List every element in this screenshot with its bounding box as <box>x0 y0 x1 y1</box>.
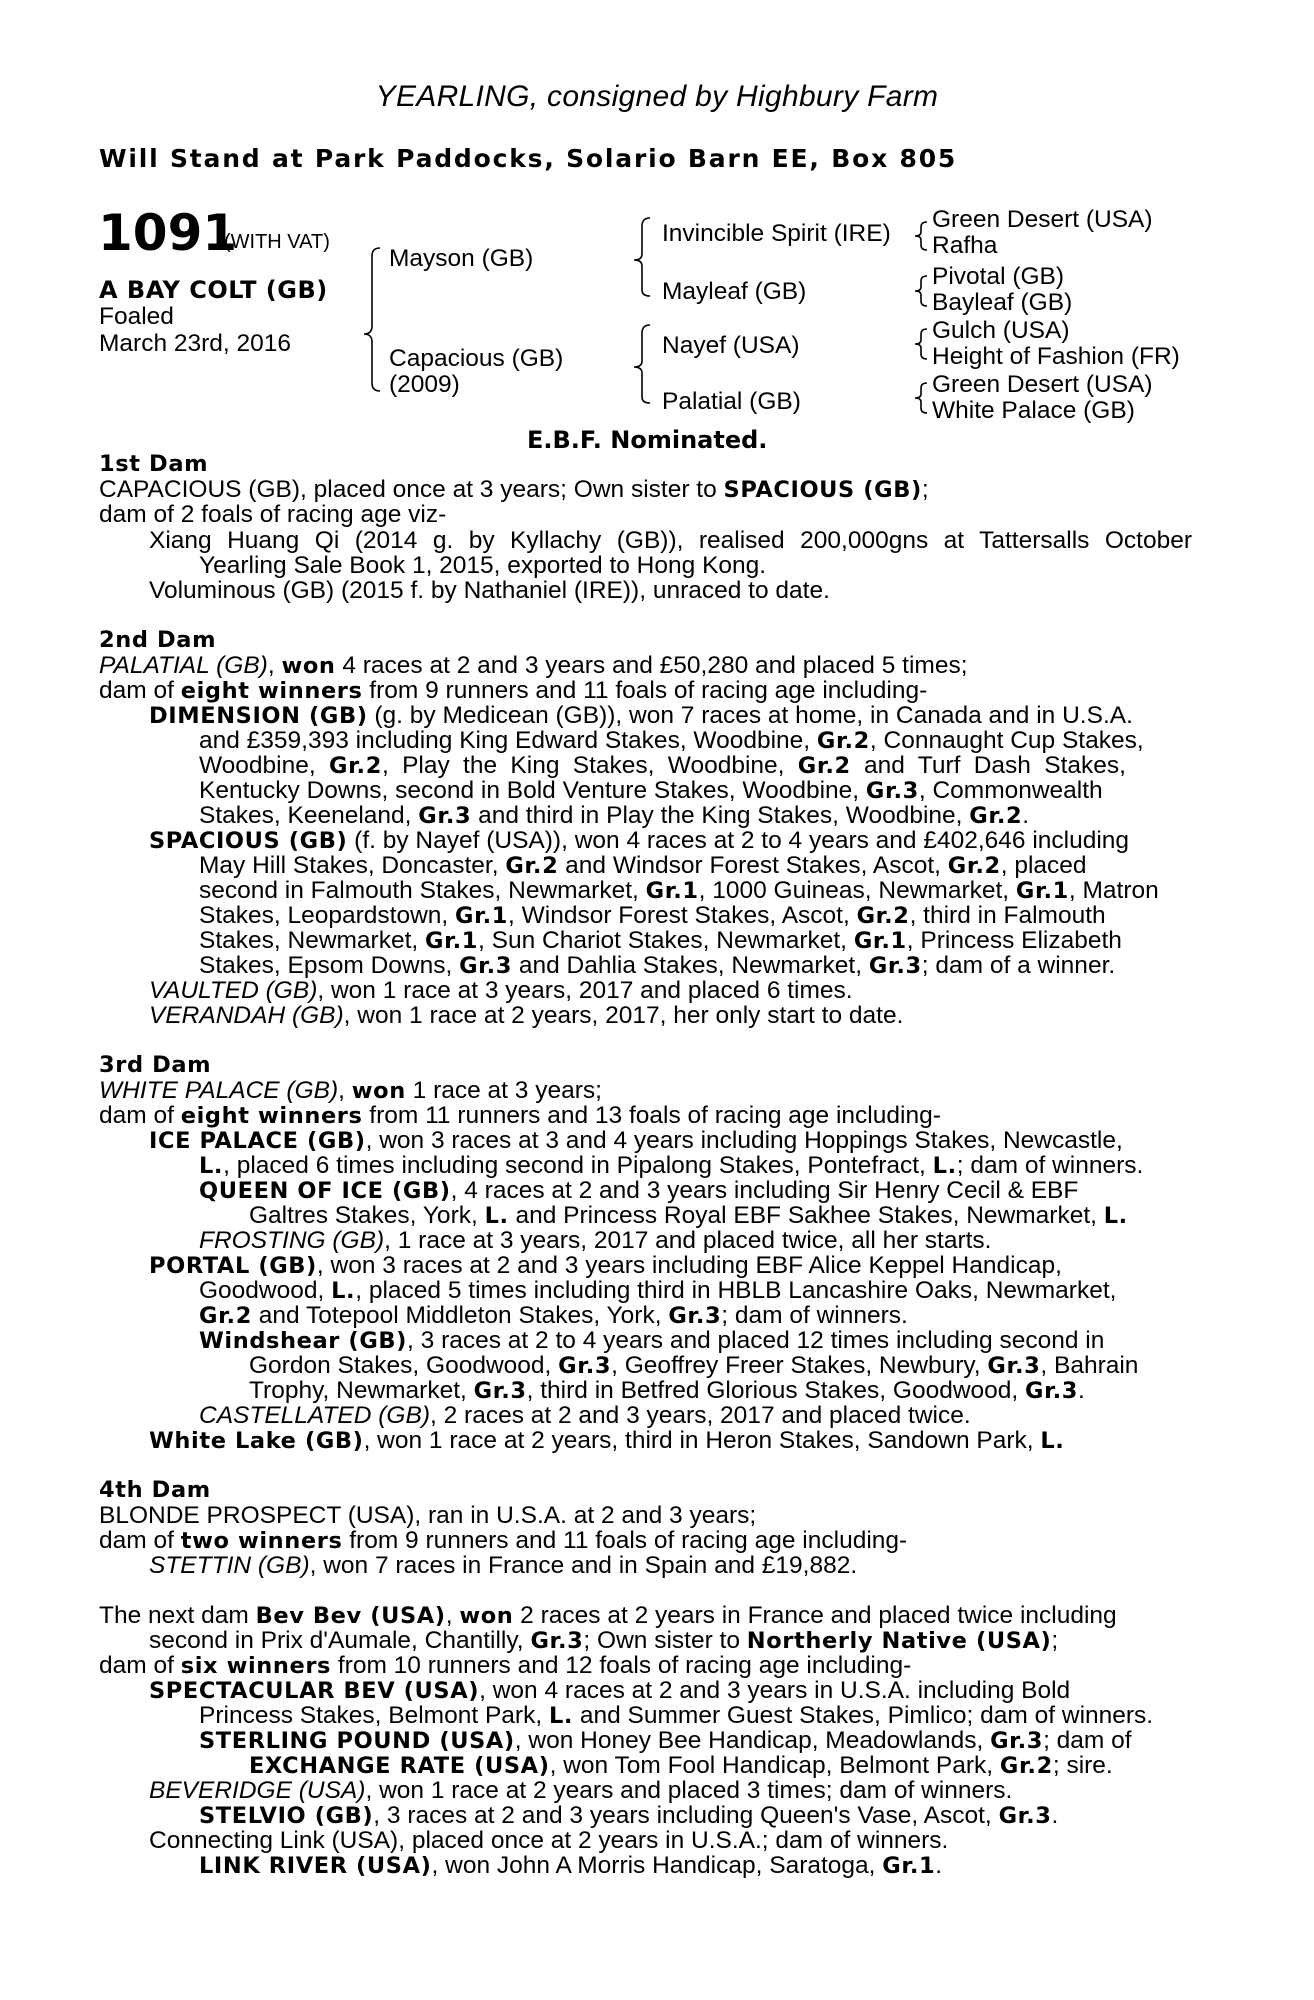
third-dam-line: Goodwood, L., placed 5 times including third in HBLB Lancashire Oaks, Newmarket, <box>199 1277 1117 1304</box>
pedigree-dam-sire: Nayef (USA) <box>662 332 800 359</box>
second-dam-line: dam of eight winners from 9 runners and 11 foals of racing age including- <box>99 677 928 704</box>
pedigree-ds-dam: Height of Fashion (FR) <box>932 343 1180 370</box>
second-dam-heading: 2nd Dam <box>99 627 217 653</box>
pedigree-ss-sire: Green Desert (USA) <box>932 206 1153 233</box>
pedigree-ss-dam: Rafha <box>932 232 998 259</box>
pedigree-dam-year: (2009) <box>389 371 460 398</box>
next-dam-line: dam of six winners from 10 runners and 12 foals of racing age including- <box>99 1652 912 1679</box>
fourth-dam-line: BLONDE PROSPECT (USA), ran in U.S.A. at 2 and 3 years; <box>99 1502 757 1529</box>
second-dam-line: Kentucky Downs, second in Bold Venture Stakes, Woodbine, Gr.3, Commonwealth <box>199 777 1103 804</box>
brace-dd <box>915 383 927 413</box>
page-title: YEARLING, consigned by Highbury Farm <box>375 80 939 113</box>
brace-ss <box>915 222 927 250</box>
next-dam-line: second in Prix d'Aumale, Chantilly, Gr.3; Own sister to Northerly Native (USA); <box>149 1627 1059 1654</box>
third-dam-line: Windshear (GB), 3 races at 2 to 4 years and placed 12 times including second in <box>199 1327 1105 1354</box>
third-dam-line: PORTAL (GB), won 3 races at 2 and 3 years including EBF Alice Keppel Handicap, <box>149 1252 1062 1279</box>
pedigree-sire: Mayson (GB) <box>389 245 534 272</box>
lot-description: A BAY COLT (GB) <box>99 276 328 304</box>
second-dam-line: Stakes, Newmarket, Gr.1, Sun Chariot Stakes, Newmarket, Gr.1, Princess Elizabeth <box>199 927 1122 954</box>
brace-ds <box>915 329 927 359</box>
pedigree-sd-sire: Pivotal (GB) <box>932 263 1065 290</box>
third-dam-line: CASTELLATED (GB), 2 races at 2 and 3 years, 2017 and placed twice. <box>199 1402 971 1429</box>
foaled-label: Foaled <box>99 303 174 330</box>
third-dam-line: White Lake (GB), won 1 race at 2 years, third in Heron Stakes, Sandown Park, L. <box>149 1427 1065 1454</box>
first-dam-heading: 1st Dam <box>99 451 209 477</box>
third-dam-line: FROSTING (GB), 1 race at 3 years, 2017 and placed twice, all her starts. <box>199 1227 992 1254</box>
pedigree-ds-sire: Gulch (USA) <box>932 317 1070 344</box>
third-dam-line: QUEEN OF ICE (GB), 4 races at 2 and 3 years including Sir Henry Cecil & EBF <box>199 1177 1079 1204</box>
lot-number: 1091 <box>98 204 238 262</box>
second-dam-line: May Hill Stakes, Doncaster, Gr.2 and Windsor Forest Stakes, Ascot, Gr.2, placed <box>199 852 1087 879</box>
second-dam-line: VERANDAH (GB), won 1 race at 2 years, 2017, her only start to date. <box>149 1002 904 1029</box>
next-dam-line: STELVIO (GB), 3 races at 2 and 3 years including Queen's Vase, Ascot, Gr.3. <box>199 1802 1059 1829</box>
second-dam-line: PALATIAL (GB), won 4 races at 2 and 3 years and £50,280 and placed 5 times; <box>99 652 968 679</box>
second-dam-line: SPACIOUS (GB) (f. by Nayef (USA)), won 4 races at 2 to 4 years and £402,646 including <box>149 827 1130 854</box>
second-dam-line: Stakes, Epsom Downs, Gr.3 and Dahlia Stakes, Newmarket, Gr.3; dam of a winner. <box>199 952 1116 979</box>
fourth-dam-heading: 4th Dam <box>99 1477 211 1503</box>
next-dam-line: BEVERIDGE (USA), won 1 race at 2 years and placed 3 times; dam of winners. <box>149 1777 1013 1804</box>
first-dam-line: Voluminous (GB) (2015 f. by Nathaniel (IRE)), unraced to date. <box>149 577 830 604</box>
vat-label: (WITH VAT) <box>224 231 330 253</box>
third-dam-line: Galtres Stakes, York, L. and Princess Royal EBF Sakhee Stakes, Newmarket, L. <box>249 1202 1128 1229</box>
pedigree-dam: Capacious (GB) <box>389 345 564 372</box>
second-dam-line: second in Falmouth Stakes, Newmarket, Gr.1, 1000 Guineas, Newmarket, Gr.1, Matron <box>199 877 1159 904</box>
foaled-date: March 23rd, 2016 <box>99 330 292 357</box>
pedigree-dd-dam: White Palace (GB) <box>932 397 1135 424</box>
dam-brace <box>634 325 650 403</box>
next-dam-line: Princess Stakes, Belmont Park, L. and Summer Guest Stakes, Pimlico; dam of winners. <box>199 1702 1154 1729</box>
third-dam-line: Gordon Stakes, Goodwood, Gr.3, Geoffrey Freer Stakes, Newbury, Gr.3, Bahrain <box>249 1352 1139 1379</box>
second-dam-line: Woodbine, Gr.2, Play the King Stakes, Woodbine, Gr.2 and Turf Dash Stakes, <box>199 752 1126 779</box>
next-dam-line: STERLING POUND (USA), won Honey Bee Handicap, Meadowlands, Gr.3; dam of <box>199 1727 1132 1754</box>
sire-brace <box>634 218 650 296</box>
third-dam-heading: 3rd Dam <box>99 1052 212 1078</box>
second-dam-line: and £359,393 including King Edward Stakes, Woodbine, Gr.2, Connaught Cup Stakes, <box>199 727 1144 754</box>
third-dam-line: Trophy, Newmarket, Gr.3, third in Betfred Glorious Stakes, Goodwood, Gr.3. <box>249 1377 1085 1404</box>
second-dam-line: VAULTED (GB), won 1 race at 3 years, 2017 and placed 6 times. <box>149 977 853 1004</box>
third-dam-line: L., placed 6 times including second in Pipalong Stakes, Pontefract, L.; dam of winners. <box>199 1152 1144 1179</box>
pedigree-dd-sire: Green Desert (USA) <box>932 371 1153 398</box>
fourth-dam-line: dam of two winners from 9 runners and 11 foals of racing age including- <box>99 1527 908 1554</box>
second-dam-line: Stakes, Leopardstown, Gr.1, Windsor Forest Stakes, Ascot, Gr.2, third in Falmouth <box>199 902 1106 929</box>
pedigree-dam-dam: Palatial (GB) <box>662 388 801 415</box>
second-dam-line: DIMENSION (GB) (g. by Medicean (GB)), won 7 races at home, in Canada and in U.S.A. <box>149 702 1133 729</box>
fourth-dam-line: STETTIN (GB), won 7 races in France and in Spain and £19,882. <box>149 1552 858 1579</box>
third-dam-line: Gr.2 and Totepool Middleton Stakes, York, Gr.3; dam of winners. <box>199 1302 908 1329</box>
stand-location: Will Stand at Park Paddocks, Solario Barn EE, Box 805 <box>99 144 958 173</box>
first-dam-line: Xiang Huang Qi (2014 g. by Kyllachy (GB)), realised 200,000gns at Tattersalls October <box>149 527 1192 554</box>
third-dam-line: WHITE PALACE (GB), won 1 race at 3 years; <box>99 1077 602 1104</box>
first-dam-line: dam of 2 foals of racing age viz- <box>99 501 447 528</box>
next-dam-line: Connecting Link (USA), placed once at 2 years in U.S.A.; dam of winners. <box>149 1827 949 1854</box>
pedigree-sd-dam: Bayleaf (GB) <box>932 289 1073 316</box>
first-dam-line: Yearling Sale Book 1, 2015, exported to Hong Kong. <box>199 552 767 579</box>
next-dam-line: EXCHANGE RATE (USA), won Tom Fool Handicap, Belmont Park, Gr.2; sire. <box>249 1752 1113 1779</box>
brace-sd <box>915 276 927 306</box>
third-dam-line: dam of eight winners from 11 runners and 13 foals of racing age including- <box>99 1102 941 1129</box>
pedigree-sire-dam: Mayleaf (GB) <box>662 278 807 305</box>
next-dam-line: LINK RIVER (USA), won John A Morris Handicap, Saratoga, Gr.1. <box>199 1852 943 1879</box>
next-dam-line: The next dam Bev Bev (USA), won 2 races at 2 years in France and placed twice including <box>99 1602 1117 1629</box>
second-dam-line: Stakes, Keeneland, Gr.3 and third in Play the King Stakes, Woodbine, Gr.2. <box>199 802 1030 829</box>
next-dam-line: SPECTACULAR BEV (USA), won 4 races at 2 and 3 years in U.S.A. including Bold <box>149 1677 1071 1704</box>
third-dam-line: ICE PALACE (GB), won 3 races at 3 and 4 years including Hoppings Stakes, Newcastle, <box>149 1127 1123 1154</box>
ebf-nominated: E.B.F. Nominated. <box>527 426 768 454</box>
main-brace <box>364 248 380 391</box>
first-dam-line: CAPACIOUS (GB), placed once at 3 years; Own sister to SPACIOUS (GB); <box>99 476 929 503</box>
pedigree-sire-sire: Invincible Spirit (IRE) <box>662 220 891 247</box>
